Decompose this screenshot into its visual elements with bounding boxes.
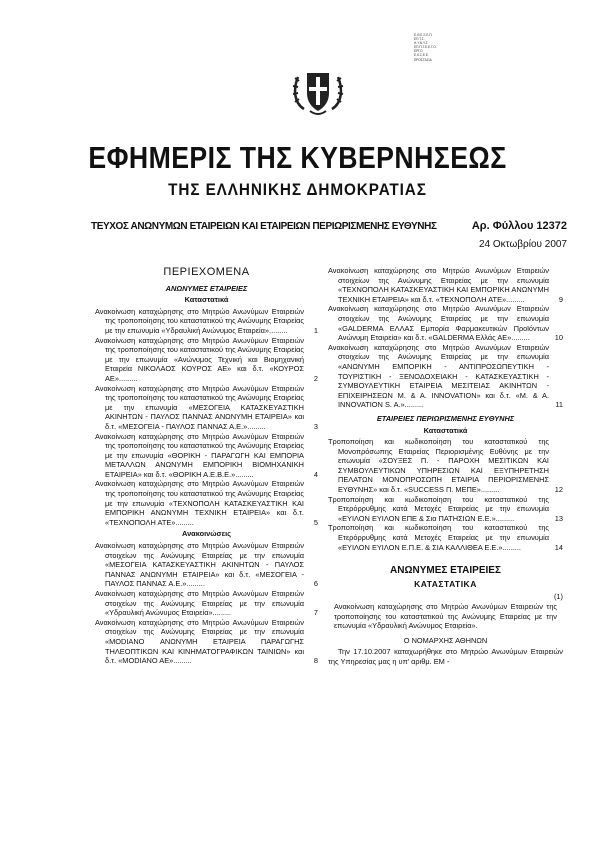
toc-entry-text: Ανακοίνωση καταχώρησης στο Μητρώο Ανωνύμων Εταιρειών της τροποποίησης του καταστατικού της Ανώνυμης Εταιρείας με την επωνυμία «Υδραυλική Ανώνυμος Εταιρεία»......... [95, 306, 304, 335]
toc-entry-text: Τροποποίηση και κωδικοποίηση του καταστατικού της Ετερόρρυθμης κατά Μετοχές Εταιρείας με την επωνυμία «ΕΥΙΛΟΝ ΕΥΙΛΟΝ Ε.Π.Ε. & ΣΙΑ ΚΑΛΛΙΘΕΑ Ε.Ε.»......... [328, 523, 549, 552]
body-item-number: (1) [553, 592, 563, 602]
toc-left-column [95, 262, 318, 666]
body-subsection-title: ΚΑΤΑΣΤΑΤΙΚΑ [414, 578, 477, 589]
toc-entry[interactable] [95, 307, 318, 336]
toc-entry-page: 7 [313, 608, 318, 618]
toc-entry-text: Ανακοίνωση καταχώρησης στο Μητρώο Ανωνύμων Εταιρειών στοιχείων της Ανώνυμης Εταιρείας με την επωνυμία «ΤΕΧΝΟΠΟΛΗ ΚΑΤΑΣΚΕΥΑΣΤΙΚΗ ΚΑΙ ΕΜΠΟΡΙΚΗ ΑΝΩΝΥΜΗ ΤΕΧΝΙΚΗ ΕΤΑΙΡΕΙΑ» και δ.τ. «ΤΕΧΝΟΠΟΛΗ ΑΤΕ»......... [328, 266, 549, 304]
body-section-title: ΑΝΩΝΥΜΕΣ ΕΤΑΙΡΕΙΕΣ [390, 565, 501, 577]
toc-entry[interactable] [95, 432, 318, 480]
toc-sub-statutes-epe: Καταστατικά [423, 425, 468, 435]
issue-type: ΤΕΥΧΟΣ ΑΝΩΝΥΜΩΝ ΕΤΑΙΡΕΙΩΝ ΚΑΙ ΕΤΑΙΡΕΙΩΝ ΠΕΡΙΩΡΙΣΜΕΝΗΣ ΕΥΘΥΝΗΣ [91, 221, 437, 232]
toc-heading: ΠΕΡΙΕΧΟΜΕΝΑ [163, 266, 250, 278]
stamp-line: ΕΠ.Π.Τ.Ε.Ε.Γ.Ο. [414, 45, 437, 50]
toc-entry-page: 2 [313, 373, 318, 383]
toc-entry-text: Ανακοίνωση καταχώρησης στο Μητρώο Ανωνύμων Εταιρειών στοιχείων της Ανώνυμης Εταιρείας με την επωνυμία «ΜΕΣΟΓΕΙΑ ΚΑΤΑΣΚΕΥΑΣΤΙΚΗ ΑΚΙΝΗΤΩΝ - ΠΑΥΛΟΣ ΠΑΝΝΑΣ ΑΝΩΝΥΜΗ ΕΤΑΙΡΕΙΑ» και δ.τ. «ΜΕΣΟΓΕΙΑ - ΠΑΥΛΟΣ ΠΑΝΝΑΣ Α.Ε.»......... [95, 541, 304, 589]
toc-entry[interactable] [328, 495, 563, 524]
toc-entry[interactable] [95, 384, 318, 432]
toc-entry-page: 4 [313, 469, 318, 479]
toc-entry-text: Τροποποίηση και κωδικοποίηση του καταστατικού της Ετερόρρυθμης κατά Μετοχές Εταιρείας με την επωνυμία «ΕΥΙΛΟΝ ΕΥΙΛΟΝ ΕΠΕ & Σια ΠΑΤΗΣΙΩΝ Ε.Ε.»......... [328, 494, 549, 523]
toc-entry-text: Ανακοίνωση καταχώρησης στο Μητρώο Ανωνύμων Εταιρειών στοιχείων της Ανώνυμης Εταιρείας με την επωνυμία «Υδραυλική Ανώνυμος Εταιρεία»......... [95, 589, 304, 618]
toc-entry[interactable] [95, 589, 318, 618]
toc-entry-page: 9 [558, 294, 563, 304]
distribution-stamp [414, 33, 476, 62]
toc-entry-page: 14 [554, 542, 563, 552]
toc-entries-announcements-cont [328, 266, 563, 410]
gazette-title: ΕΦΗΜΕΡΙΣ ΤΗΣ ΚΥΒΕΡΝΗΣΕΩΣ [88, 140, 507, 175]
toc-entry-text: Ανακοίνωση καταχώρησης στο Μητρώο Ανωνύμων Εταιρειών στοιχείων της Ανώνυμης Εταιρείας με την επωνυμία «MODIANO ΑΝΩΝΥΜΗ ΕΤΑΙΡΕΙΑ ΠΑΡΑΓΩΓΗΣ ΤΗΛΕΟΠΤΙΚΩΝ ΚΑΙ ΚΙΝΗΜΑΤΟΓΡΑΦΙΚΩΝ ΤΑΙΝΙΩΝ» και δ.τ. «MODIANO AE»......... [95, 617, 304, 666]
stamp-line: Ε.Κ.Σ.Ε.Ε. [414, 53, 429, 58]
toc-entries-announcements [95, 541, 318, 666]
toc-entry-text: Τροποποίηση και κωδικοποίηση του καταστατικού της Μονοπρόσωπης Εταιρείας Περιορισμένης Ευθύνης με την επωνυμία «ΣΟΥΞΕΣ Π. - ΠΑΡΟΧΗ ΜΕΣΙΤΙΚΩΝ ΚΑΙ ΣΥΜΒΟΥΛΕΥΤΙΚΩΝ ΥΠΗΡΕΣΙΩΝ ΚΑΙ ΕΞΥΠΗΡΕΤΗΣΗ ΠΕΛΑΤΩΝ ΜΟΝΟΠΡΟΣΩΠΗ ΕΤΑΙΡΙΑ ΠΕΡΙΟΡΙΣΜΕΝΗΣ ΕΥΘΥΝΗΣ» και δ.τ. «SUCCESS Π. ΜΕΠΕ»......... [328, 437, 549, 495]
toc-entry[interactable] [328, 437, 563, 495]
body-prefect: Ο ΝΟΜΑΡΧΗΣ ΑΘΗΝΩΝ [403, 635, 488, 645]
stamp-line: Η.Υ.Ν.Υ.Σ [414, 41, 428, 46]
toc-entry-text: Ανακοίνωση καταχώρησης στο Μητρώο Ανωνύμων Εταιρειών στοιχείων της Ανώνυμης Εταιρείας με την επωνυμία «GALDERMA ΕΛΛΑΣ Εμπορία Φαρμακευτικών Προϊόντων Ανώνυμη Εταιρεία» και δ.τ. «GALDERMA Ελλάς ΑΕ»......... [328, 304, 549, 343]
toc-entry[interactable] [328, 266, 563, 304]
toc-entry-page: 10 [554, 333, 563, 343]
stamp-line: ΕΠ.Τ.Σ. [414, 37, 425, 42]
toc-entry-page: 3 [313, 421, 318, 431]
toc-section-epe: ΕΤΑΙΡΕΙΕΣ ΠΕΡΙΩΡΙΣΜΕΝΗΣ ΕΥΘΥΝΗΣ [376, 413, 515, 423]
toc-entry[interactable] [95, 541, 318, 589]
stamp-line: Ε.Θ.Ε.Σ.Ε.Π. [414, 33, 433, 37]
stamp-line: ΕΡΓΟ [414, 49, 423, 54]
toc-entry-page: 8 [313, 656, 318, 666]
body-paragraph: Την 17.10.2007 καταχωρήθηκε στο Μητρώο Ανωνύμων Εταιρειών της Υπηρεσίας μας η υπ' αριθμ. ΕΜ - [328, 647, 563, 666]
toc-entry-text: Ανακοίνωση καταχώρησης στο Μητρώο Ανωνύμων Εταιρειών της τροποποίησης του καταστατικού της Ανώνυμης Εταιρείας με την επωνυμία «ΜΕΣΟΓΕΙΑ ΚΑΤΑΣΚΕΥΑΣΤΙΚΗ ΑΚΙΝΗΤΩΝ - ΠΑΥΛΟΣ ΠΑΝΝΑΣ ΑΝΩΝΥΜΗ ΕΤΑΙΡΕΙΑ» και δ.τ. «ΜΕΣΟΓΕΙΑ - ΠΑΥΛΟΣ ΠΑΝΝΑΣ Α.Ε.»......... [95, 383, 304, 431]
toc-entry-text: Ανακοίνωση καταχώρησης στο Μητρώο Ανωνύμων Εταιρειών της τροποποίησης του καταστατικού της Ανώνυμης Εταιρείας με την επωνυμία «ΘΟΡΙΚΗ - ΠΑΡΑΓΩΓΗ ΚΑΙ ΕΜΠΟΡΙΑ ΜΕΤΑΛΛΩΝ ΑΝΩΝΥΜΗ ΕΜΠΟΡΙΚΗ ΒΙΟΜΗΧΑΝΙΚΗ ΕΤΑΙΡΕΙΑ» και δ.τ. «ΘΟΡΙΚΗ Α.Ε.Β.Ε.»......... [95, 431, 304, 479]
toc-entry-text: Ανακοίνωση καταχώρησης στο Μητρώο Ανωνύμων Εταιρειών στοιχείων της Ανώνυμης Εταιρείας με την επωνυμία «ΑΝΩΝΥΜΗ ΕΜΠΟΡΙΚΗ - ΑΝΤΙΠΡΟΣΩΠΕΥΤΙΚΗ - ΤΟΥΡΙΣΤΙΚΗ - ΞΕΝΟΔΟΧΕΙΑΚΗ - ΚΑΤΑΣΚΕΥΑΣΤΙΚΗ - ΣΥΜΒΟΥΛΕΥΤΙΚΗ ΕΤΑΙΡΕΙΑ ΜΕΣΙΤΕΙΑΣ ΑΚΙΝΗΤΩΝ - ΕΠΙΧΕΙΡΗΣΕΩΝ Μ. & Α. INNOVATION» και δ.τ. «Μ. & Α. INNOVATION S. A.»......... [328, 342, 549, 410]
toc-entry[interactable] [95, 618, 318, 666]
toc-entry-text: Ανακοίνωση καταχώρησης στο Μητρώο Ανωνύμων Εταιρειών της τροποποίησης του καταστατικού της Ανώνυμης Εταιρείας με την επωνυμία «ΤΕΧΝΟΠΟΛΗ ΚΑΤΑΣΚΕΥΑΣΤΙΚΗ ΚΑΙ ΕΜΠΟΡΙΚΗ ΑΝΩΝΥΜΗ ΤΕΧΝΙΚΗ ΕΤΑΙΡΕΙΑ» και δ.τ. «ΤΕΧΝΟΠΟΛΗ ΑΤΕ»......... [95, 479, 304, 527]
toc-entry-page: 6 [313, 579, 318, 589]
toc-entry-page: 12 [554, 485, 563, 495]
toc-entry[interactable] [328, 343, 563, 410]
toc-right-column [328, 266, 563, 667]
toc-entry[interactable] [328, 304, 563, 342]
toc-entry-page: 1 [313, 325, 318, 335]
toc-entry[interactable] [95, 479, 318, 527]
toc-entry-page: 13 [554, 513, 563, 523]
toc-entry-page: 5 [313, 517, 318, 527]
toc-entry[interactable] [95, 336, 318, 384]
toc-entries-statutes [95, 307, 318, 528]
toc-section-ae: ΑΝΩΝΥΜΕΣ ΕΤΑΙΡΕΙΕΣ [165, 283, 248, 293]
toc-entry-page: 11 [555, 400, 563, 410]
sheet-number: Αρ. Φύλλου 12372 [471, 220, 567, 232]
stamp-line: ΠΡΟΣΤΑΣΙΑ [414, 57, 432, 62]
toc-sub-announcements: Ανακοινώσεις [182, 529, 231, 539]
toc-entries-epe [328, 437, 563, 552]
gazette-subtitle: ΤΗΣ ΕΛΛΗΝΙΚΗΣ ΔΗΜΟΚΡΑΤΙΑΣ [168, 180, 427, 199]
issue-date: 24 Οκτωβρίου 2007 [478, 239, 567, 250]
toc-sub-statutes: Καταστατικά [184, 295, 229, 305]
body-announcement: Ανακοίνωση καταχώρησης στο Μητρώο Ανωνύμων Εταιρειών της τροποποίησης του καταστατικού της Ανώνυμης Εταιρείας με την επωνυμία «Υδραυλική Ανώνυμος Εταιρεία». [334, 602, 557, 631]
toc-entry[interactable] [328, 523, 563, 552]
greek-coat-of-arms-icon [290, 63, 346, 119]
toc-entry-text: Ανακοίνωση καταχώρησης στο Μητρώο Ανωνύμων Εταιρειών της τροποποίησης του καταστατικού της Ανώνυμης Εταιρείας με την επωνυμία «Ανώνυμος Τεχνική και Βιομηχανική Εταιρεία ΝΙΚΟΛΑΟΣ ΚΟΥΡΟΣ ΑΕ» και δ.τ. «ΚΟΥΡΟΣ ΑΕ»......... [95, 335, 304, 383]
